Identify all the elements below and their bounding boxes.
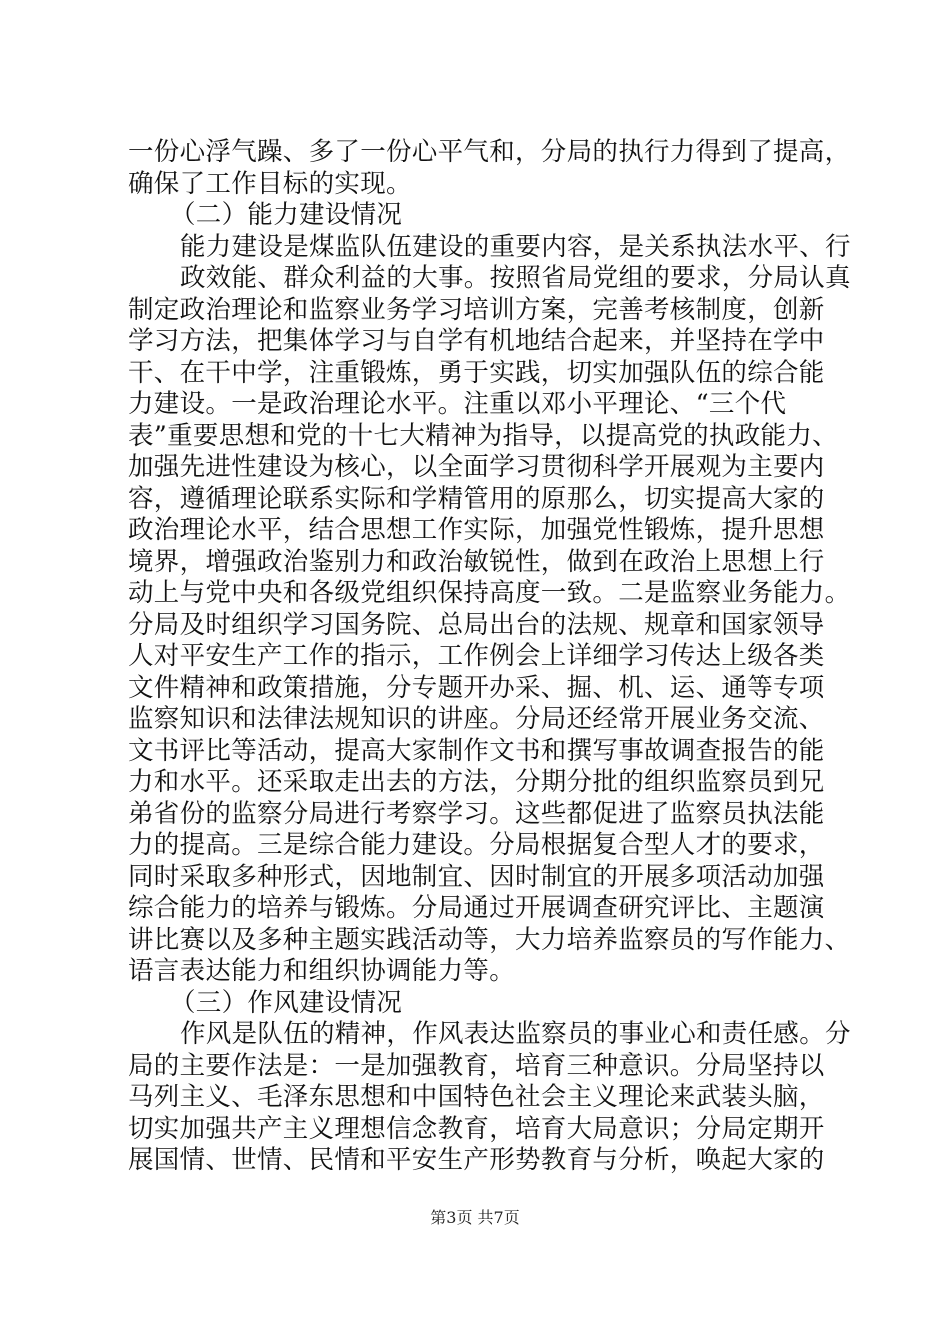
text-line: 能力建设是煤监队伍建设的重要内容，是关系执法水平、行 bbox=[180, 232, 851, 262]
text-line: 动上与党中央和各级党组织保持高度一致。二是监察业务能力。 bbox=[128, 578, 851, 608]
text-line: 同时采取多种形式，因地制宜、因时制宜的开展多项活动加强 bbox=[128, 862, 825, 892]
text-line: 力的提高。三是综合能力建设。分局根据复合型人才的要求， bbox=[128, 830, 825, 860]
text-line: 人对平安生产工作的指示，工作例会上详细学习传达上级各类 bbox=[128, 641, 825, 671]
text-line: 加强先进性建设为核心，以全面学习贯彻科学开展观为主要内 bbox=[128, 452, 825, 482]
text-line: 文件精神和政策措施，分专题开办采、掘、机、运、通等专项 bbox=[128, 673, 825, 703]
text-line: 政治理论水平，结合思想工作实际，加强党性锻炼，提升思想 bbox=[128, 515, 825, 545]
text-line: 确保了工作目标的实现。 bbox=[128, 169, 412, 199]
text-line: 展国情、世情、民情和平安生产形势教育与分析，唤起大家的 bbox=[128, 1145, 825, 1175]
text-line: 局的主要作法是：一是加强教育，培育三种意识。分局坚持以 bbox=[128, 1051, 825, 1081]
text-line: 制定政治理论和监察业务学习培训方案，完善考核制度，创新 bbox=[128, 295, 825, 325]
text-line: 政效能、群众利益的大事。按照省局党组的要求，分局认真 bbox=[180, 263, 851, 293]
text-line: 分局及时组织学习国务院、总局出台的法规、规章和国家领导 bbox=[128, 610, 825, 640]
text-line: 弟省份的监察分局进行考察学习。这些都促进了监察员执法能 bbox=[128, 799, 825, 829]
text-line: 学习方法，把集体学习与自学有机地结合起来，并坚持在学中 bbox=[128, 326, 825, 356]
page-number-footer: 第3页 共7页 bbox=[430, 1208, 520, 1227]
text-line: 干、在干中学，注重锻炼，勇于实践，切实加强队伍的综合能 bbox=[128, 358, 825, 388]
text-line: 监察知识和法律法规知识的讲座。分局还经常开展业务交流、 bbox=[128, 704, 825, 734]
text-line: 力建设。一是政治理论水平。注重以邓小平理论、“三个代 bbox=[128, 389, 787, 419]
text-line: 表”重要思想和党的十七大精神为指导，以提高党的执政能力、 bbox=[128, 421, 838, 451]
text-line: 一份心浮气躁、多了一份心平气和，分局的执行力得到了提高， bbox=[128, 137, 851, 167]
text-line: 综合能力的培养与锻炼。分局通过开展调查研究评比、主题演 bbox=[128, 893, 825, 923]
text-line: 作风是队伍的精神，作风表达监察员的事业心和责任感。分 bbox=[180, 1019, 851, 1049]
text-line: 语言表达能力和组织协调能力等。 bbox=[128, 956, 516, 986]
text-line: 容，遵循理论联系实际和学精管用的原那么，切实提高大家的 bbox=[128, 484, 825, 514]
text-line: 讲比赛以及多种主题实践活动等，大力培养监察员的写作能力、 bbox=[128, 925, 851, 955]
text-line: 力和水平。还采取走出去的方法，分期分批的组织监察员到兄 bbox=[128, 767, 825, 797]
text-line: 境界，增强政治鉴别力和政治敏锐性，做到在政治上思想上行 bbox=[128, 547, 825, 577]
text-line: 文书评比等活动，提高大家制作文书和撰写事故调查报告的能 bbox=[128, 736, 825, 766]
text-line: 马列主义、毛泽东思想和中国特色社会主义理论来武装头脑， bbox=[128, 1082, 825, 1112]
text-line: 切实加强共产主义理想信念教育，培育大局意识；分局定期开 bbox=[128, 1114, 825, 1144]
section-heading: （三）作风建设情况 bbox=[170, 988, 403, 1018]
section-heading: （二）能力建设情况 bbox=[170, 200, 403, 230]
